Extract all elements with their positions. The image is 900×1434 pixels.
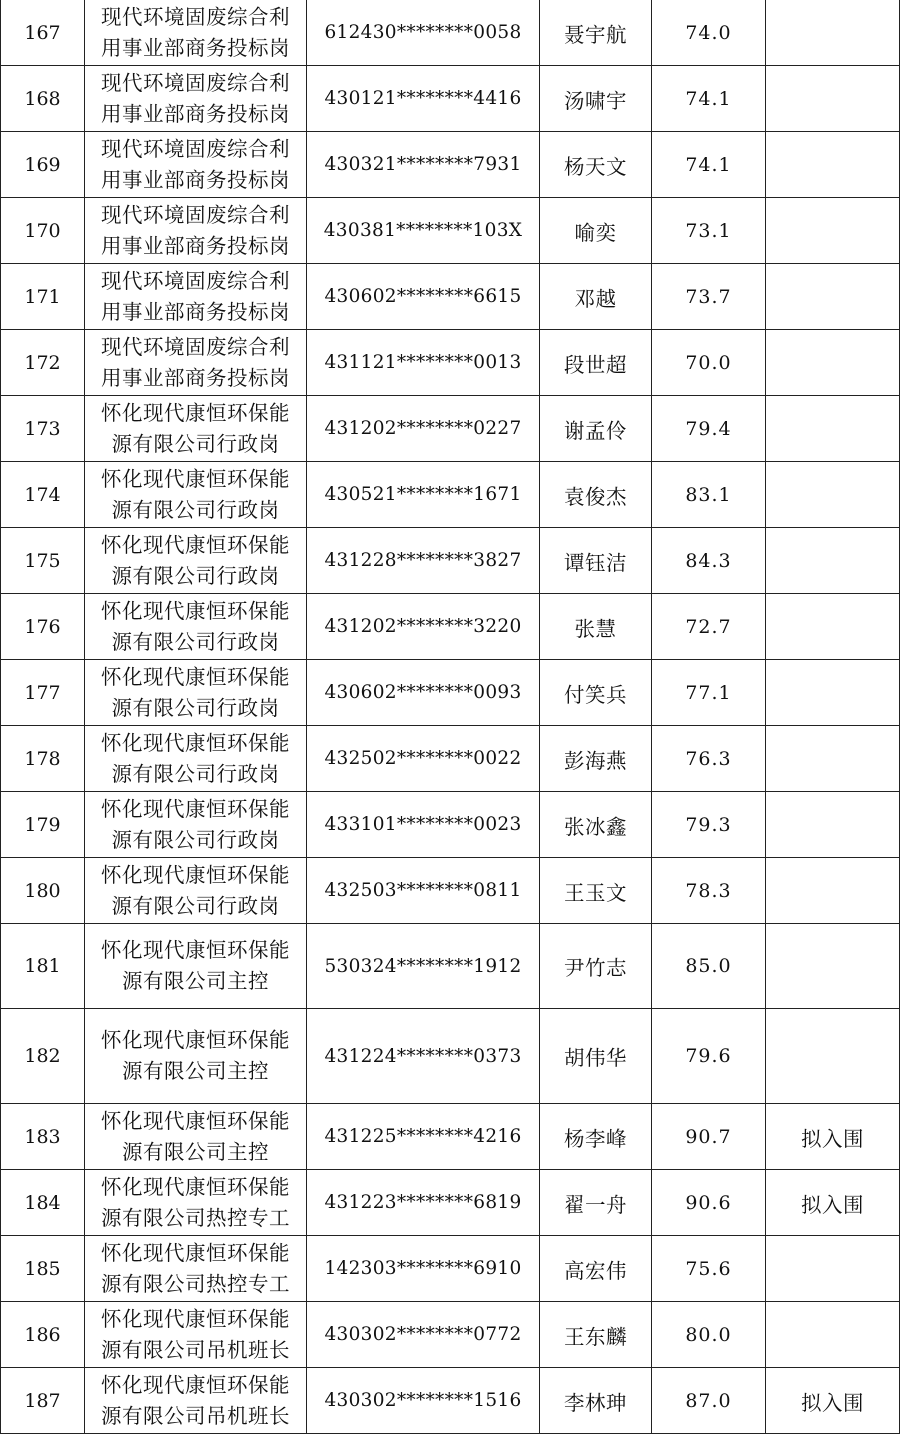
cell-id-number: 431202********3220 bbox=[307, 594, 540, 660]
cell-name: 汤啸宇 bbox=[540, 66, 652, 132]
cell-name: 李林珅 bbox=[540, 1368, 652, 1434]
cell-note bbox=[766, 330, 900, 396]
cell-position bbox=[85, 858, 307, 924]
cell-serial-number: 186 bbox=[1, 1302, 85, 1368]
cell-serial-number: 176 bbox=[1, 594, 85, 660]
cell-position bbox=[85, 264, 307, 330]
cell-score: 77.1 bbox=[652, 660, 766, 726]
table-row bbox=[1, 792, 900, 858]
cell-id-number: 430321********7931 bbox=[307, 132, 540, 198]
cell-score: 90.7 bbox=[652, 1104, 766, 1170]
table-row bbox=[1, 462, 900, 528]
position-text: 怀化现代康恒环保能源有限公司热控专工 bbox=[101, 1240, 290, 1296]
cell-position bbox=[85, 198, 307, 264]
cell-id-number: 432502********0022 bbox=[307, 726, 540, 792]
cell-score: 76.3 bbox=[652, 726, 766, 792]
cell-note bbox=[766, 0, 900, 66]
cell-serial-number: 170 bbox=[1, 198, 85, 264]
results-table-body bbox=[1, 0, 900, 1434]
cell-name: 付笑兵 bbox=[540, 660, 652, 726]
cell-position bbox=[85, 594, 307, 660]
cell-serial-number: 185 bbox=[1, 1236, 85, 1302]
cell-serial-number: 169 bbox=[1, 132, 85, 198]
position-text: 怀化现代康恒环保能源有限公司行政岗 bbox=[101, 532, 290, 588]
cell-name: 王玉文 bbox=[540, 858, 652, 924]
cell-serial-number: 178 bbox=[1, 726, 85, 792]
cell-note bbox=[766, 660, 900, 726]
cell-id-number: 431228********3827 bbox=[307, 528, 540, 594]
cell-note bbox=[766, 264, 900, 330]
cell-name: 翟一舟 bbox=[540, 1170, 652, 1236]
table-row bbox=[1, 1009, 900, 1104]
cell-serial-number: 172 bbox=[1, 330, 85, 396]
cell-note bbox=[766, 1009, 900, 1104]
position-text: 怀化现代康恒环保能源有限公司行政岗 bbox=[101, 400, 290, 456]
position-text: 怀化现代康恒环保能源有限公司行政岗 bbox=[101, 796, 290, 852]
position-text: 现代环境固废综合利用事业部商务投标岗 bbox=[101, 4, 290, 60]
cell-score: 78.3 bbox=[652, 858, 766, 924]
cell-id-number: 430602********0093 bbox=[307, 660, 540, 726]
cell-note: 拟入围 bbox=[766, 1368, 900, 1434]
cell-name: 张慧 bbox=[540, 594, 652, 660]
cell-position bbox=[85, 462, 307, 528]
cell-score: 70.0 bbox=[652, 330, 766, 396]
cell-serial-number: 179 bbox=[1, 792, 85, 858]
position-text: 现代环境固废综合利用事业部商务投标岗 bbox=[101, 202, 290, 258]
cell-score: 73.1 bbox=[652, 198, 766, 264]
cell-name: 尹竹志 bbox=[540, 924, 652, 1009]
cell-id-number: 430121********4416 bbox=[307, 66, 540, 132]
position-text: 怀化现代康恒环保能源有限公司行政岗 bbox=[101, 664, 290, 720]
cell-serial-number: 167 bbox=[1, 0, 85, 66]
cell-serial-number: 173 bbox=[1, 396, 85, 462]
cell-score: 84.3 bbox=[652, 528, 766, 594]
table-row bbox=[1, 0, 900, 66]
position-text: 现代环境固废综合利用事业部商务投标岗 bbox=[101, 70, 290, 126]
cell-score: 79.4 bbox=[652, 396, 766, 462]
cell-note bbox=[766, 198, 900, 264]
cell-id-number: 430602********6615 bbox=[307, 264, 540, 330]
cell-position bbox=[85, 1368, 307, 1434]
cell-score: 90.6 bbox=[652, 1170, 766, 1236]
table-row bbox=[1, 1104, 900, 1170]
position-text: 怀化现代康恒环保能源有限公司吊机班长 bbox=[101, 1372, 290, 1428]
cell-name: 胡伟华 bbox=[540, 1009, 652, 1104]
cell-id-number: 431225********4216 bbox=[307, 1104, 540, 1170]
cell-id-number: 431202********0227 bbox=[307, 396, 540, 462]
cell-note bbox=[766, 132, 900, 198]
position-text: 现代环境固废综合利用事业部商务投标岗 bbox=[101, 268, 290, 324]
cell-name: 杨天文 bbox=[540, 132, 652, 198]
cell-id-number: 433101********0023 bbox=[307, 792, 540, 858]
position-text: 怀化现代康恒环保能源有限公司行政岗 bbox=[101, 466, 290, 522]
cell-position bbox=[85, 330, 307, 396]
cell-note bbox=[766, 924, 900, 1009]
table-row bbox=[1, 198, 900, 264]
position-text: 怀化现代康恒环保能源有限公司行政岗 bbox=[101, 862, 290, 918]
cell-score: 74.1 bbox=[652, 66, 766, 132]
cell-serial-number: 168 bbox=[1, 66, 85, 132]
position-text: 怀化现代康恒环保能源有限公司吊机班长 bbox=[101, 1306, 290, 1362]
cell-id-number: 431121********0013 bbox=[307, 330, 540, 396]
cell-score: 73.7 bbox=[652, 264, 766, 330]
position-text: 现代环境固废综合利用事业部商务投标岗 bbox=[101, 334, 290, 390]
cell-score: 74.1 bbox=[652, 132, 766, 198]
cell-id-number: 431223********6819 bbox=[307, 1170, 540, 1236]
position-text: 怀化现代康恒环保能源有限公司主控 bbox=[101, 1108, 290, 1164]
position-text: 怀化现代康恒环保能源有限公司主控 bbox=[101, 1028, 290, 1083]
position-text: 怀化现代康恒环保能源有限公司行政岗 bbox=[101, 598, 290, 654]
cell-position bbox=[85, 132, 307, 198]
cell-name: 王东麟 bbox=[540, 1302, 652, 1368]
cell-name: 段世超 bbox=[540, 330, 652, 396]
cell-serial-number: 187 bbox=[1, 1368, 85, 1434]
cell-name: 杨李峰 bbox=[540, 1104, 652, 1170]
cell-id-number: 431224********0373 bbox=[307, 1009, 540, 1104]
position-text: 现代环境固废综合利用事业部商务投标岗 bbox=[101, 136, 290, 192]
cell-id-number: 432503********0811 bbox=[307, 858, 540, 924]
cell-serial-number: 177 bbox=[1, 660, 85, 726]
cell-position bbox=[85, 66, 307, 132]
cell-score: 85.0 bbox=[652, 924, 766, 1009]
cell-position bbox=[85, 0, 307, 66]
table-row bbox=[1, 726, 900, 792]
cell-serial-number: 184 bbox=[1, 1170, 85, 1236]
cell-id-number: 142303********6910 bbox=[307, 1236, 540, 1302]
table-row bbox=[1, 1236, 900, 1302]
cell-position bbox=[85, 528, 307, 594]
cell-serial-number: 181 bbox=[1, 924, 85, 1009]
cell-note: 拟入围 bbox=[766, 1170, 900, 1236]
cell-note bbox=[766, 792, 900, 858]
table-row bbox=[1, 1170, 900, 1236]
table-row bbox=[1, 1302, 900, 1368]
cell-note bbox=[766, 66, 900, 132]
cell-name: 聂宇航 bbox=[540, 0, 652, 66]
cell-score: 74.0 bbox=[652, 0, 766, 66]
cell-name: 邓越 bbox=[540, 264, 652, 330]
table-row bbox=[1, 66, 900, 132]
cell-note: 拟入围 bbox=[766, 1104, 900, 1170]
cell-note bbox=[766, 726, 900, 792]
cell-note bbox=[766, 858, 900, 924]
cell-id-number: 430521********1671 bbox=[307, 462, 540, 528]
cell-position bbox=[85, 726, 307, 792]
table-row bbox=[1, 1368, 900, 1434]
table-row bbox=[1, 330, 900, 396]
cell-position bbox=[85, 1302, 307, 1368]
cell-note bbox=[766, 528, 900, 594]
cell-id-number: 430302********1516 bbox=[307, 1368, 540, 1434]
cell-note bbox=[766, 594, 900, 660]
cell-note bbox=[766, 396, 900, 462]
position-text: 怀化现代康恒环保能源有限公司主控 bbox=[101, 938, 290, 993]
cell-id-number: 530324********1912 bbox=[307, 924, 540, 1009]
cell-position bbox=[85, 1170, 307, 1236]
cell-serial-number: 175 bbox=[1, 528, 85, 594]
cell-position bbox=[85, 396, 307, 462]
cell-position bbox=[85, 1104, 307, 1170]
cell-score: 87.0 bbox=[652, 1368, 766, 1434]
position-text: 怀化现代康恒环保能源有限公司热控专工 bbox=[101, 1174, 290, 1230]
cell-id-number: 430381********103X bbox=[307, 198, 540, 264]
cell-score: 80.0 bbox=[652, 1302, 766, 1368]
cell-name: 彭海燕 bbox=[540, 726, 652, 792]
cell-serial-number: 174 bbox=[1, 462, 85, 528]
cell-serial-number: 182 bbox=[1, 1009, 85, 1104]
cell-id-number: 430302********0772 bbox=[307, 1302, 540, 1368]
table-row bbox=[1, 132, 900, 198]
cell-position bbox=[85, 1236, 307, 1302]
cell-score: 83.1 bbox=[652, 462, 766, 528]
cell-id-number: 612430********0058 bbox=[307, 0, 540, 66]
cell-serial-number: 171 bbox=[1, 264, 85, 330]
cell-name: 袁俊杰 bbox=[540, 462, 652, 528]
cell-score: 79.3 bbox=[652, 792, 766, 858]
cell-note bbox=[766, 1236, 900, 1302]
cell-score: 72.7 bbox=[652, 594, 766, 660]
cell-score: 79.6 bbox=[652, 1009, 766, 1104]
table-row bbox=[1, 396, 900, 462]
cell-name: 张冰鑫 bbox=[540, 792, 652, 858]
table-row bbox=[1, 924, 900, 1009]
cell-name: 谭钰洁 bbox=[540, 528, 652, 594]
cell-position bbox=[85, 1009, 307, 1104]
cell-serial-number: 183 bbox=[1, 1104, 85, 1170]
cell-note bbox=[766, 1302, 900, 1368]
table-row bbox=[1, 660, 900, 726]
table-row bbox=[1, 528, 900, 594]
table-row bbox=[1, 858, 900, 924]
cell-note bbox=[766, 462, 900, 528]
cell-name: 喻奕 bbox=[540, 198, 652, 264]
cell-position bbox=[85, 792, 307, 858]
position-text: 怀化现代康恒环保能源有限公司行政岗 bbox=[101, 730, 290, 786]
cell-position bbox=[85, 660, 307, 726]
cell-position bbox=[85, 924, 307, 1009]
table-row bbox=[1, 594, 900, 660]
cell-name: 谢孟伶 bbox=[540, 396, 652, 462]
cell-serial-number: 180 bbox=[1, 858, 85, 924]
table-row bbox=[1, 264, 900, 330]
cell-score: 75.6 bbox=[652, 1236, 766, 1302]
cell-name: 高宏伟 bbox=[540, 1236, 652, 1302]
